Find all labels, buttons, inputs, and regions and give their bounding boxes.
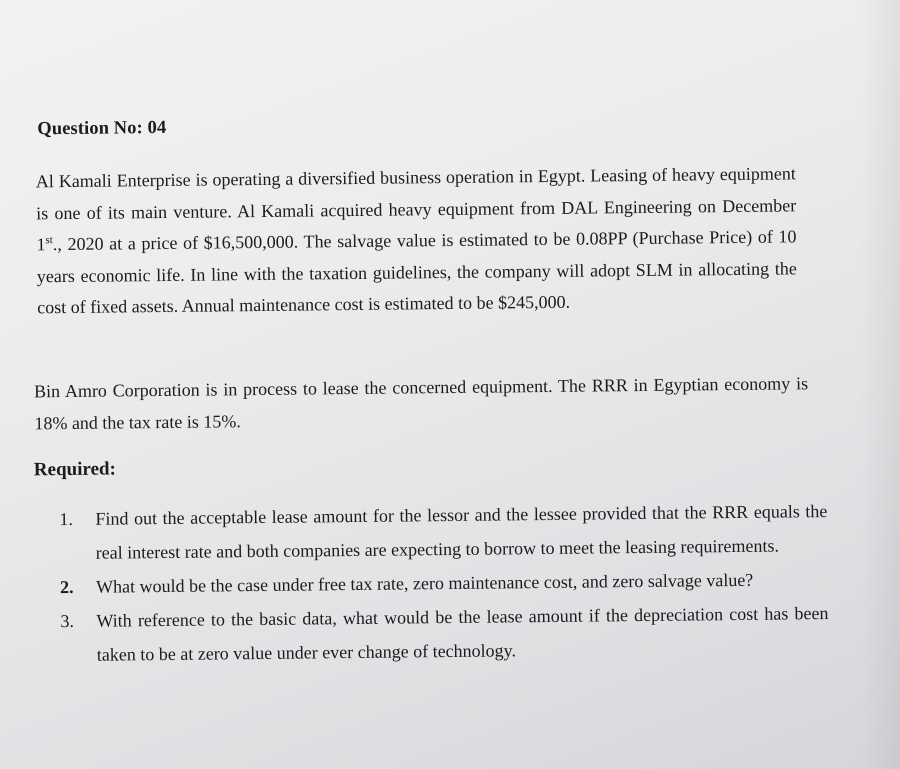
requirement-text: Find out the acceptable lease amount for the lessor and the lessee provided that the RRR equals the real interest rate and both companies are expecting to borrow to meet the leasing requirements. xyxy=(95,501,828,563)
requirement-text: With reference to the basic data, what would be the lease amount if the depreciation cost has been taken to be at zero value under ever change of technology. xyxy=(96,603,829,665)
requirement-number: 1. xyxy=(59,508,73,530)
requirement-text: What would be the case under free tax rate, zero maintenance cost, and zero salvage value? xyxy=(95,569,754,597)
case-paragraph-1 xyxy=(36,158,798,323)
requirement-number: 3. xyxy=(60,610,75,632)
question-heading: Question No: 04 xyxy=(37,117,167,140)
date-ordinal-superscript: st xyxy=(45,234,53,247)
required-label: Required: xyxy=(33,458,116,481)
case-paragraph-1-text-a: Al Kamali Enterprise is operating a diversified business operation in Egypt. Leasing of heavy equipment is one of its main venture. Al Kamali acquired heavy equipment from DAL Engineering on December 1 xyxy=(35,163,797,255)
case-paragraph-1-text-b: ., 2020 at a price of $16,500,000. The salvage value is estimated to be 0.08PP (Purchase Price) of 10 years economic life. In line with the taxation guidelines, the company will adopt SLM in allocating the cost of fixed assets. Annual maintenance cost is estimated to be $245,000. xyxy=(36,226,797,318)
requirement-number: 2. xyxy=(60,576,74,598)
requirement-item-3 xyxy=(60,596,829,672)
case-paragraph-2: Bin Amro Corporation is in process to lease the concerned equipment. The RRR in Egyptian economy is 18% and the tax rate is 15%. xyxy=(33,373,809,433)
requirements-list xyxy=(59,494,829,672)
requirement-item-1 xyxy=(59,494,828,570)
